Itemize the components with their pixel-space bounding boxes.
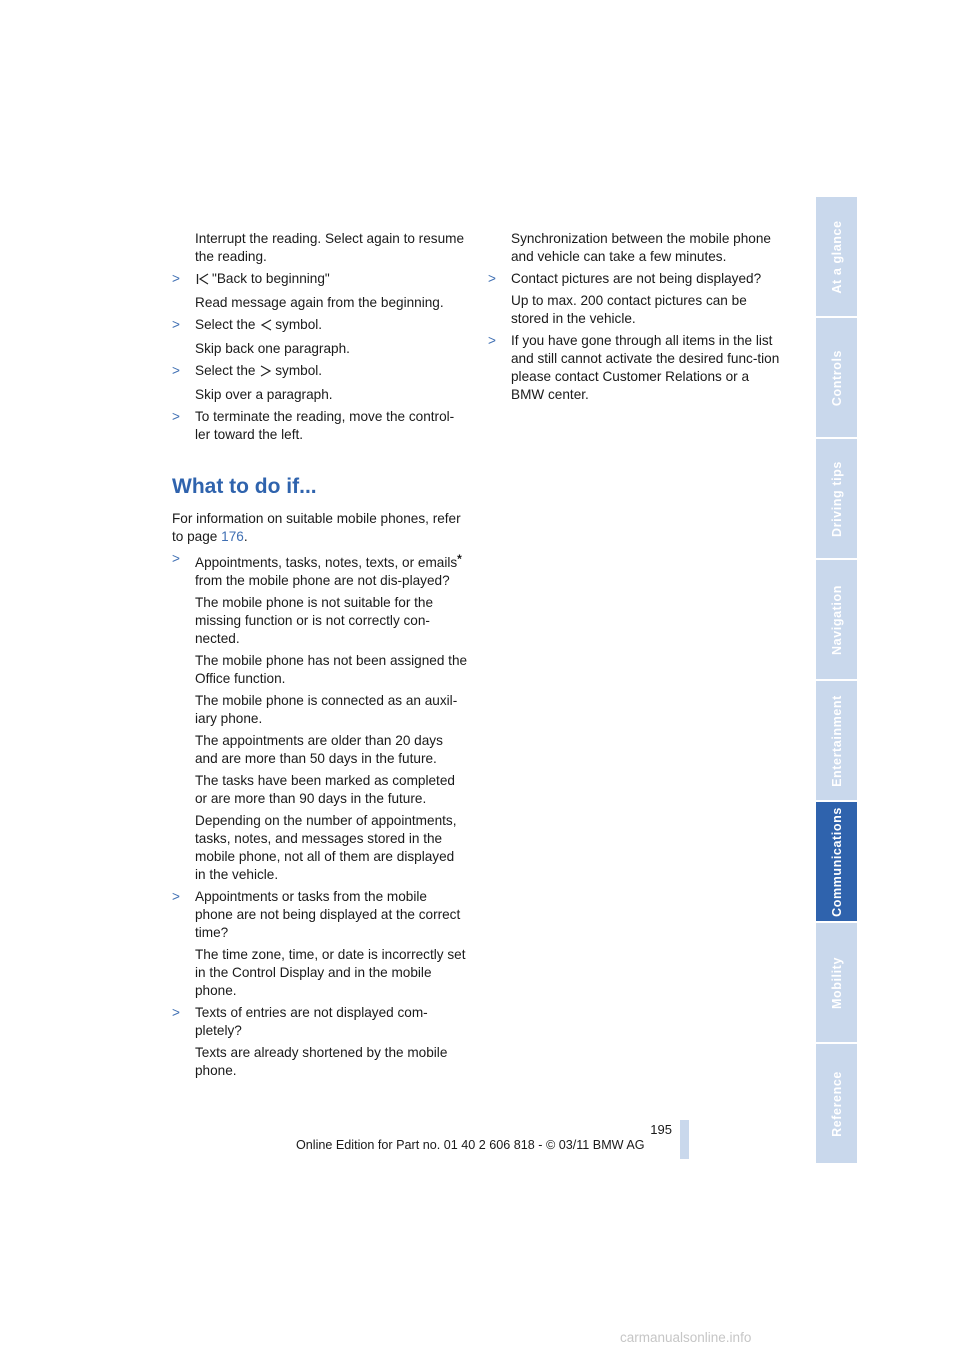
- bullet-marker: >: [172, 409, 180, 424]
- tab-controls[interactable]: [816, 318, 857, 437]
- faq-question: Texts of entries are not displayed com-pletely?: [195, 1005, 428, 1038]
- right-column: [488, 230, 780, 408]
- faq-answer: The mobile phone is not suitable for the missing function or is not correctly con-nected.: [195, 595, 434, 646]
- footer-text: Online Edition for Part no. 01 40 2 606 818 - © 03/11 BMW AG: [296, 1138, 645, 1152]
- page-reference-link[interactable]: 176: [221, 529, 244, 544]
- bullet-marker: >: [488, 333, 496, 348]
- left-column: [172, 230, 468, 1084]
- chapter-sidebar: [816, 197, 857, 1165]
- bullet-marker: >: [172, 889, 180, 904]
- faq-answer: The appointments are older than 20 days and are more than 50 days in the future.: [195, 733, 443, 766]
- item-text-post: symbol.: [275, 363, 323, 378]
- bullet-marker: >: [172, 363, 180, 378]
- bullet-marker: >: [172, 271, 180, 286]
- item-text-pre: Select the: [195, 363, 256, 378]
- faq-question-post: from the mobile phone are not dis-played?: [195, 573, 450, 588]
- tab-mobility[interactable]: [816, 923, 857, 1042]
- bullet-marker: >: [172, 1005, 180, 1020]
- tab-label: Navigation: [829, 584, 844, 655]
- faq-question-pre: Appointments, tasks, notes, texts, or emails: [195, 555, 458, 570]
- item-text: "Back to beginning": [212, 271, 330, 286]
- intro-text: For information on suitable mobile phones, refer to page: [172, 511, 461, 544]
- intro-line: Interrupt the reading. Select again to resume the reading.: [195, 231, 465, 264]
- faq-item: [488, 332, 780, 404]
- tab-communications[interactable]: [816, 802, 857, 921]
- faq-answer: The time zone, time, or date is incorrectly set in the Control Display and in the mobile phone.: [195, 947, 466, 998]
- page-number: 195: [650, 1122, 672, 1137]
- section-heading: What to do if...: [172, 475, 317, 498]
- chevron-left-icon: [260, 318, 272, 336]
- chevron-right-icon: [260, 364, 272, 382]
- faq-answer: Up to max. 200 contact pictures can be stored in the vehicle.: [511, 293, 747, 326]
- tab-label: Mobility: [829, 956, 844, 1009]
- item-text: To terminate the reading, move the control-ler toward the left.: [195, 409, 455, 442]
- optional-equipment-star: *: [457, 552, 462, 566]
- tab-label: Communications: [829, 806, 844, 917]
- list-item-skip-back: [172, 316, 468, 336]
- item-description: Read message again from the beginning.: [195, 295, 444, 310]
- bullet-marker: >: [172, 317, 180, 332]
- list-item-back-to-beginning: [172, 270, 468, 290]
- skip-to-start-icon: [196, 272, 209, 290]
- tab-entertainment[interactable]: [816, 681, 857, 800]
- intro-line: Synchronization between the mobile phone and vehicle can take a few minutes.: [511, 231, 771, 264]
- item-description: Skip back one paragraph.: [195, 341, 350, 356]
- tab-label: Controls: [829, 349, 844, 406]
- tab-reference[interactable]: [816, 1044, 857, 1163]
- faq-item: [172, 888, 468, 942]
- item-text-post: symbol.: [275, 317, 323, 332]
- faq-answer: The tasks have been marked as completed or are more than 90 days in the future.: [195, 773, 455, 806]
- faq-item: [172, 550, 468, 590]
- tab-label: Entertainment: [829, 694, 844, 787]
- list-item-terminate: [172, 408, 468, 444]
- faq-answer: The mobile phone has not been assigned the Office function.: [195, 653, 468, 686]
- faq-item: [488, 270, 780, 288]
- watermark: carmanualsonline.info: [620, 1330, 752, 1345]
- faq-answer: Depending on the number of appointments, tasks, notes, and messages stored in the mobile phone, not all of them are displayed in the vehicle.: [195, 813, 457, 882]
- page-number-bar: [680, 1120, 689, 1159]
- faq-answer: The mobile phone is connected as an auxil-iary phone.: [195, 693, 458, 726]
- intro-text-end: .: [243, 529, 248, 544]
- faq-item: [172, 1004, 468, 1040]
- tab-at-a-glance[interactable]: [816, 197, 857, 316]
- tab-navigation[interactable]: [816, 560, 857, 679]
- item-text-pre: Select the: [195, 317, 256, 332]
- faq-question: Appointments or tasks from the mobile phone are not being displayed at the correct time?: [195, 889, 461, 940]
- faq-answer: Texts are already shortened by the mobile phone.: [195, 1045, 448, 1078]
- list-item-skip-forward: [172, 362, 468, 382]
- intro-paragraph: [172, 510, 468, 546]
- tab-label: Reference: [829, 1070, 844, 1137]
- faq-question: Contact pictures are not being displayed?: [511, 271, 762, 286]
- faq-question: If you have gone through all items in the list and still cannot activate the desired func-tion please contact Customer Relations or a BMW center.: [511, 333, 780, 402]
- item-description: Skip over a paragraph.: [195, 387, 333, 402]
- bullet-marker: >: [172, 551, 180, 566]
- tab-driving-tips[interactable]: [816, 439, 857, 558]
- tab-label: At a glance: [829, 219, 844, 294]
- tab-label: Driving tips: [829, 460, 844, 537]
- bullet-marker: >: [488, 271, 496, 286]
